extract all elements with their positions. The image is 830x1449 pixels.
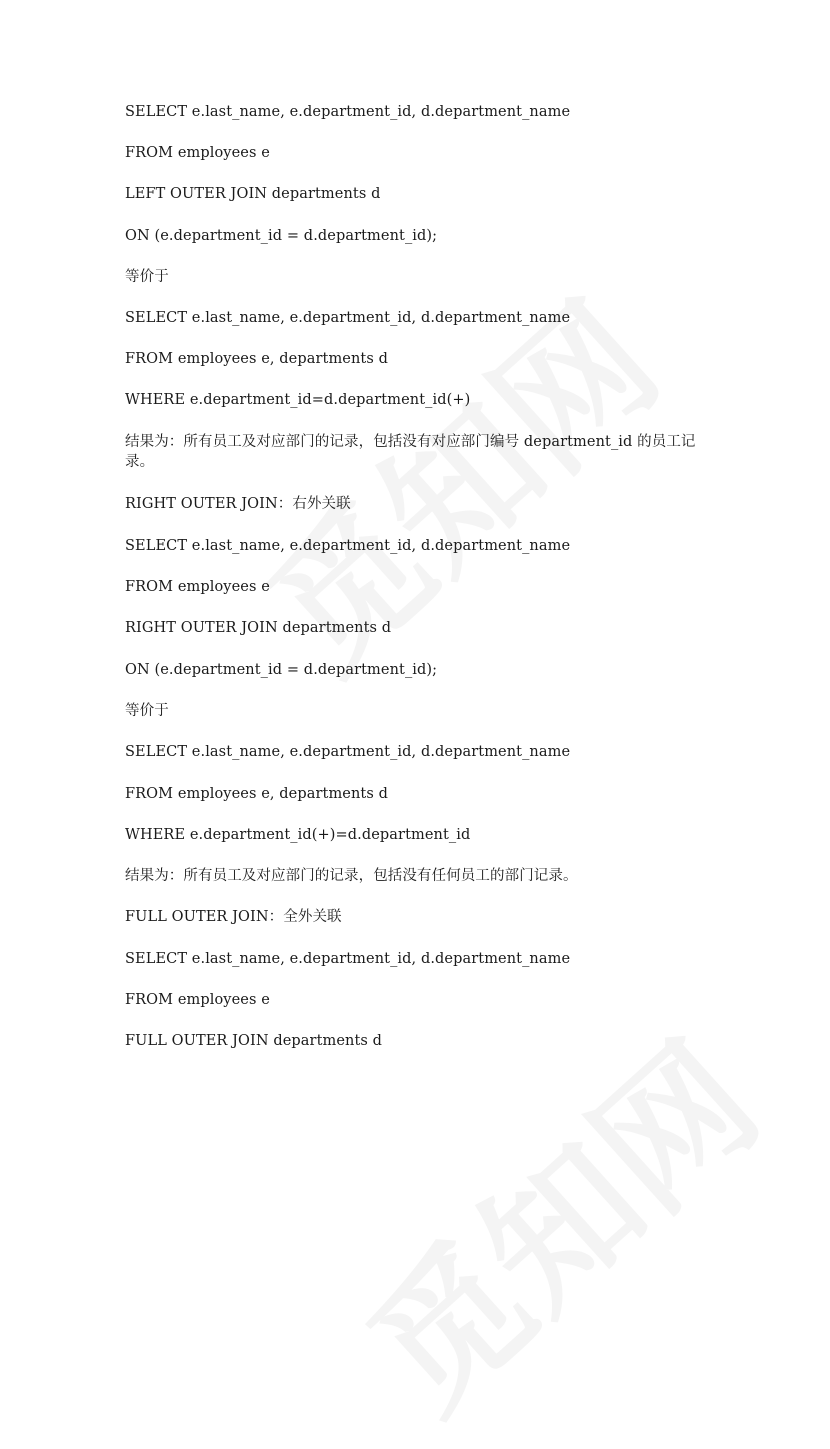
full-join-heading: FULL OUTER JOIN：全外关联	[125, 909, 342, 925]
sql-from-line-5: FROM employees e	[125, 992, 270, 1008]
sql-from-line-2: FROM employees e, departments d	[125, 351, 388, 367]
sql-select-line-3: SELECT e.last_name, e.department_id, d.department_name	[125, 538, 571, 554]
sql-select-line-1: SELECT e.last_name, e.department_id, d.department_name	[125, 104, 571, 120]
equivalent-label-2: 等价于	[125, 703, 169, 719]
sql-select-line-5: SELECT e.last_name, e.department_id, d.department_name	[125, 951, 571, 967]
sql-full-join-line: FULL OUTER JOIN departments d	[125, 1033, 383, 1049]
sql-select-line-4: SELECT e.last_name, e.department_id, d.department_name	[125, 744, 571, 760]
sql-from-line-4: FROM employees e, departments d	[125, 786, 388, 802]
watermark-bottom	[316, 987, 795, 1449]
sql-where-line-1: WHERE e.department_id=d.department_id(+)	[125, 392, 471, 408]
sql-right-join-line: RIGHT OUTER JOIN departments d	[125, 620, 392, 636]
sql-on-line-2: ON (e.department_id = d.department_id);	[125, 662, 438, 678]
sql-where-line-2: WHERE e.department_id(+)=d.department_id	[125, 827, 471, 843]
right-join-heading: RIGHT OUTER JOIN：右外关联	[125, 496, 351, 512]
result-description-1: 结果为：所有员工及对应部门的记录，包括没有对应部门编号 department_id 的员工记录。	[125, 434, 696, 470]
sql-from-line-3: FROM employees e	[125, 579, 270, 595]
result-description-2: 结果为：所有员工及对应部门的记录，包括没有任何员工的部门记录。	[125, 868, 578, 884]
sql-left-join-line: LEFT OUTER JOIN departments d	[125, 186, 381, 202]
sql-from-line-1: FROM employees e	[125, 145, 270, 161]
sql-on-line-1: ON (e.department_id = d.department_id);	[125, 228, 438, 244]
equivalent-label-1: 等价于	[125, 269, 169, 285]
sql-select-line-2: SELECT e.last_name, e.department_id, d.department_name	[125, 310, 571, 326]
